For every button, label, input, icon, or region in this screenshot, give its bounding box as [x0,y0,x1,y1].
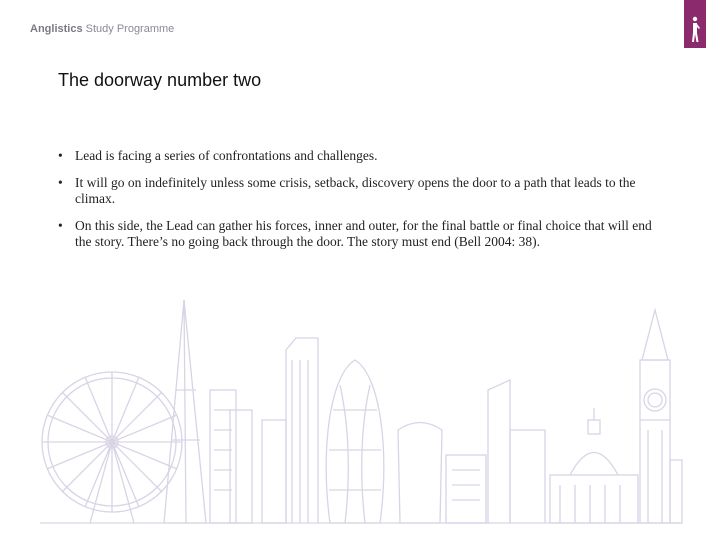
big-ben-tower-icon [640,310,682,523]
office-building-icon [210,390,252,523]
office-building-icon [398,380,545,523]
programme-subtitle: Study Programme [85,23,175,35]
bullet-list [58,148,668,261]
gherkin-tower-icon [326,360,384,523]
bullet-marker: • [58,175,63,190]
figure-logo-icon [684,0,706,48]
slide-title: The doorway number two [58,70,262,90]
london-eye-icon [42,372,182,523]
tower-block-icon [262,338,318,523]
bullet-text: Lead is facing a series of confrontations and challenges. [75,148,378,163]
st-pauls-dome-icon [550,408,638,523]
bullet-text: On this side, the Lead can gather his forces, inner and outer, for the final battle or final choice that will end the story. There’s no going back through the door. The story must end (Bell 2004: 38). [75,218,652,249]
programme-brand: Anglistics [30,23,83,35]
bullet-item [58,175,668,207]
bullet-text: It will go on indefinitely unless some crisis, setback, discovery opens the door to a path that leads to the climax. [75,175,636,206]
bullet-marker: • [58,148,63,163]
shard-tower-icon [164,300,206,523]
london-skyline-illustration [0,280,720,540]
bullet-marker: • [58,218,63,233]
bullet-item [58,218,668,250]
bullet-item [58,148,668,164]
programme-header [30,23,174,35]
